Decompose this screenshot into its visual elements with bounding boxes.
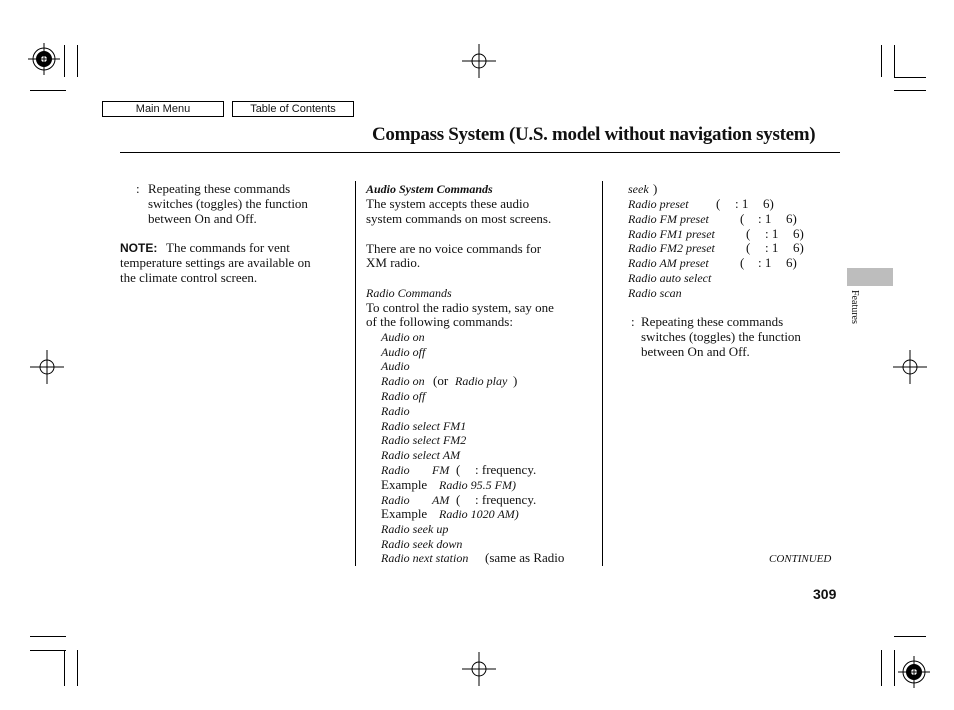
voice-command: Radio FM1 preset: [628, 227, 715, 241]
text-fragment: (: [456, 462, 461, 477]
text-line: There are no voice commands for: [366, 241, 542, 256]
registration-target-icon: [28, 43, 60, 75]
voice-command: Radio: [381, 404, 410, 418]
voice-command: Radio scan: [628, 286, 682, 300]
text-line: XM radio.: [366, 255, 421, 270]
text-fragment: ): [653, 181, 658, 196]
bullet: :: [631, 314, 635, 329]
text-fragment: 6): [763, 196, 774, 211]
table-of-contents-button[interactable]: Table of Contents: [232, 101, 354, 117]
voice-command: Audio off: [381, 345, 426, 359]
section-tab: [847, 268, 893, 286]
text-fragment: : frequency.: [475, 492, 537, 507]
voice-command: AM: [432, 493, 450, 507]
note-label: NOTE:: [120, 241, 158, 255]
text-line: between On and Off.: [148, 211, 257, 226]
voice-command: FM: [432, 463, 450, 477]
voice-command: Radio off: [381, 389, 426, 403]
example-label: Example: [381, 506, 428, 521]
crosshair-icon: [462, 652, 496, 686]
text-fragment: : 1: [765, 240, 779, 255]
text-line: switches (toggles) the function: [148, 196, 308, 211]
column-divider: [602, 181, 603, 566]
text-line: Repeating these commands: [148, 181, 291, 196]
main-menu-button[interactable]: Main Menu: [102, 101, 224, 117]
text-fragment: : 1: [758, 211, 772, 226]
voice-command: Radio preset: [628, 197, 689, 211]
text-fragment: : frequency.: [475, 462, 537, 477]
voice-command: Radio: [381, 493, 410, 507]
text-line: To control the radio system, say one: [366, 300, 554, 315]
note-text: the climate control screen.: [120, 270, 258, 285]
crosshair-icon: [462, 44, 496, 78]
text-fragment: 6): [786, 255, 797, 270]
text-fragment: (: [716, 196, 721, 211]
bullet: :: [136, 181, 140, 196]
example-command: Radio 1020 AM): [439, 507, 519, 521]
page-number: 309: [813, 586, 837, 602]
crosshair-icon: [30, 350, 64, 384]
example-label: Example: [381, 477, 428, 492]
text-fragment: : 1: [735, 196, 749, 211]
continued-label: CONTINUED: [769, 553, 832, 565]
voice-command: Radio seek up: [381, 522, 449, 536]
text-fragment: (: [740, 211, 745, 226]
text-fragment: 6): [793, 226, 804, 241]
column-divider: [355, 181, 356, 566]
voice-command: Radio FM2 preset: [628, 241, 715, 255]
text-line: system commands on most screens.: [366, 211, 552, 226]
text-fragment: 6): [793, 240, 804, 255]
title-rule: [120, 152, 840, 153]
side-section-label: Features: [849, 290, 860, 324]
text-line: Repeating these commands: [641, 314, 784, 329]
voice-command: seek: [628, 182, 649, 196]
text-fragment: (: [746, 226, 751, 241]
text-fragment: (: [456, 492, 461, 507]
voice-command: Audio: [381, 359, 410, 373]
registration-target-icon: [898, 656, 930, 688]
page-title: Compass System (U.S. model without navigation system): [372, 124, 816, 145]
voice-command: Radio AM preset: [628, 256, 709, 270]
voice-command: Radio next station: [381, 551, 469, 565]
voice-command: Radio auto select: [628, 271, 712, 285]
voice-command: Radio FM preset: [628, 212, 709, 226]
subheading: Radio Commands: [366, 286, 452, 300]
voice-command: Radio seek down: [381, 537, 463, 551]
text-line: The system accepts these audio: [366, 196, 530, 211]
voice-command: Radio select FM2: [381, 433, 467, 447]
voice-command: Radio: [381, 463, 410, 477]
text-fragment: (: [746, 240, 751, 255]
text-fragment: (: [740, 255, 745, 270]
note-text: temperature settings are available on: [120, 255, 311, 270]
crosshair-icon: [893, 350, 927, 384]
voice-command: Audio on: [381, 330, 425, 344]
text-line: of the following commands:: [366, 314, 513, 329]
voice-command: Radio select AM: [381, 448, 461, 462]
note-text: The commands for vent: [166, 240, 290, 255]
voice-command: Radio select FM1: [381, 419, 467, 433]
text-fragment: (same as Radio: [485, 550, 565, 565]
text-fragment: ): [513, 373, 518, 388]
text-line: switches (toggles) the function: [641, 329, 801, 344]
section-heading: Audio System Commands: [366, 182, 493, 196]
voice-command: Radio on: [381, 374, 425, 388]
voice-command: Radio play: [455, 374, 508, 388]
text-fragment: : 1: [765, 226, 779, 241]
example-command: Radio 95.5 FM): [439, 478, 516, 492]
text-fragment: (or: [433, 373, 449, 388]
text-fragment: : 1: [758, 255, 772, 270]
text-line: between On and Off.: [641, 344, 750, 359]
text-fragment: 6): [786, 211, 797, 226]
